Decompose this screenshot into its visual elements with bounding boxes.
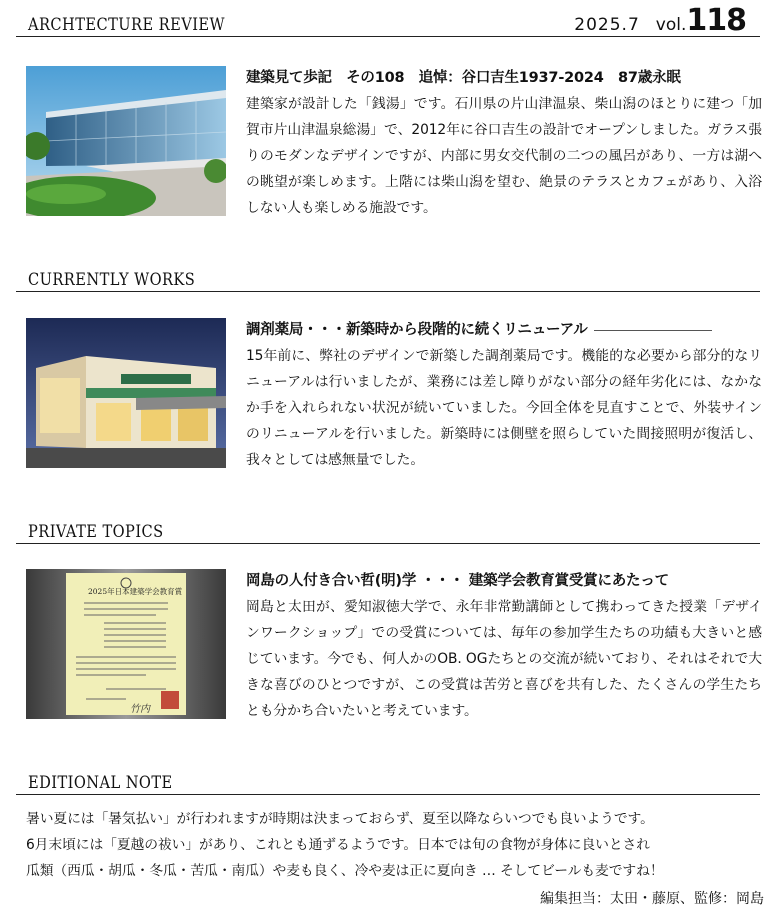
currently-works-title-text: 調剤薬局・・・新築時から段階的に続くリニューアル [246,322,588,338]
section-title-architecture-review: ARCHTECTURE REVIEW [28,15,225,35]
title-rule [594,330,712,331]
private-topics-body: 岡島と太田が、愛知淑徳大学で、永年非常勤講師として携わってきた授業「デザインワークショップ」での受賞については、毎年の参加学生たちの功績も大きいと感じています。今でも、何人かのOB. OGたちとの交流が続いており、それはそれで大きな喜びのひとつですが、この受賞は苦労と喜びを共有した、たくさんの学生たちとも分かち合いたいと考えています。 [246,599,762,719]
editorial-note-line: 瓜類（西瓜・胡瓜・冬瓜・苦瓜・南瓜）や麦も良く、冷や麦は正に夏向き … そしてビールも麦ですね！ [26,863,664,879]
currently-works-title [246,318,760,339]
editorial-note-line: 暑い夏には「暑気払い」が行われますが時期は決まっておらず、夏至以降ならいつでも良いようです。 [26,811,654,827]
currently-works-body: 15年前に、弊社のデザインで新築した調剤薬局です。機能的な必要から部分的なリニューアルは行いましたが、業務には差し障りがない部分の経年劣化には、なかなか手を入れられない状況が続いていました。今回全体を見直すことで、外装サインのリニューアルを行いました。新築時には側壁を照らしていた間接照明が復活し、我々としては感無量でした。 [246,348,762,468]
certificate-heading: 2025年日本建築学会教育賞 [88,587,183,596]
private-topics-title: 岡島の人付き合い哲(明)学 ・・・ 建築学会教育賞受賞にあたって [246,573,669,589]
editorial-note-header [16,772,760,795]
section-title-private-topics: PRIVATE TOPICS [28,522,164,542]
vol-number: 118 [686,3,746,38]
issue-date: 2025.7 [574,15,640,35]
pharmacy-photo [26,318,226,468]
architecture-review-title: 建築見て歩記 その108 追悼：谷口吉生1937-2024 87歳永眠 [246,70,681,86]
editorial-note-body [26,806,762,884]
header-bar [16,3,760,38]
currently-works-header [16,269,760,292]
certificate-signature: 竹内 [130,704,150,715]
section-title-currently-works: CURRENTLY WORKS [28,270,196,290]
architecture-review-body: 建築家が設計した「銭湯」です。石川県の片山津温泉、柴山潟のほとりに建つ「加賀市片山津温泉総湯」で、2012年に谷口吉生の設計でオープンしました。ガラス張りのモダンなデザインですが、内部に男女交代制の二つの風呂があり、一方は湖への眺望が楽しめます。上階には柴山潟を望む、絶景のテラスとカフェがあり、入浴しない人も楽しめる施設です。 [246,96,762,216]
vol-prefix: vol. [655,15,687,35]
private-topics-header [16,521,760,544]
editorial-credit: 編集担当：太田・藤原、監修：岡島 [540,891,764,907]
issue-info [574,3,746,38]
bathhouse-photo [26,66,226,216]
editorial-note-line: 6月末頃には「夏越の祓い」があり、これとも通ずるようです。日本では旬の食物が身体に良いとされ [26,837,650,853]
section-title-editorial-note: EDITIONAL NOTE [28,773,173,793]
certificate-photo [26,569,226,719]
